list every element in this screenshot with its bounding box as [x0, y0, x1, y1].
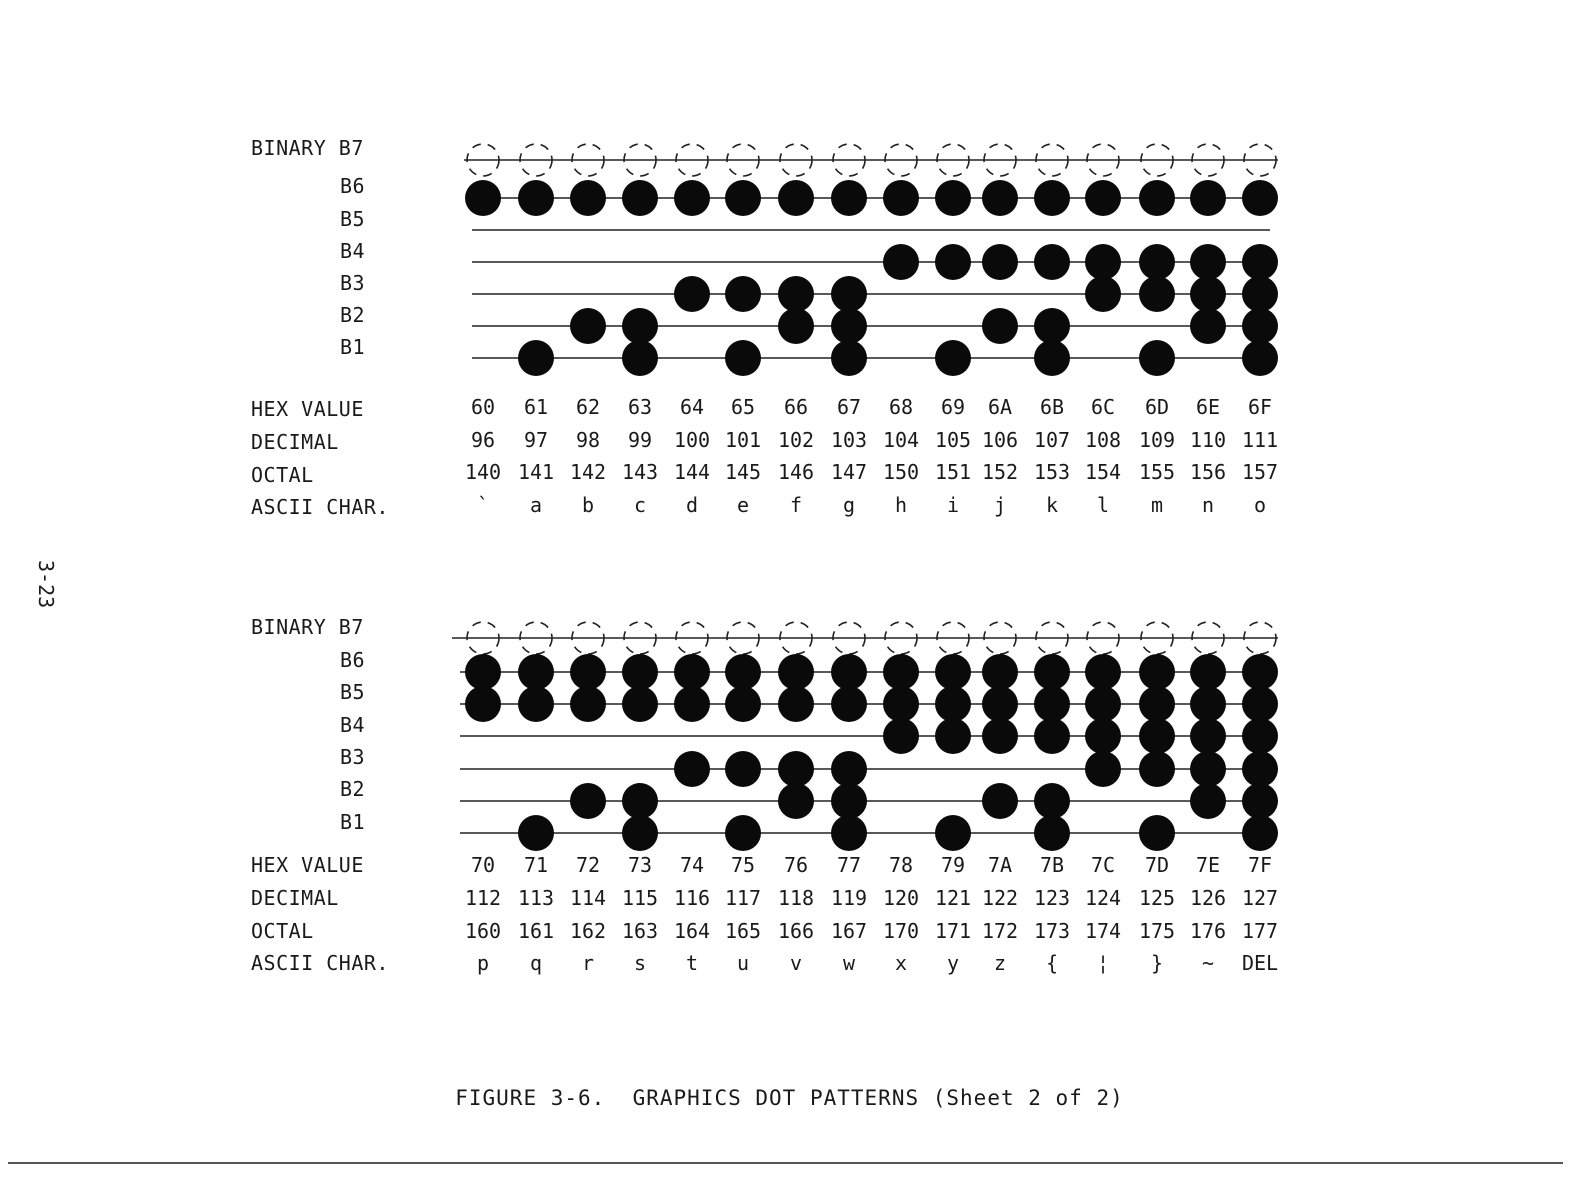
filled-bit-dot [1190, 783, 1226, 819]
octal-cell: 153 [1033, 460, 1071, 484]
octal-cell: 172 [981, 919, 1019, 943]
filled-bit-dot [1190, 244, 1226, 280]
hex-cell: 7D [1144, 853, 1170, 877]
ascii-cell: v [789, 951, 803, 975]
ascii-cell: b [581, 493, 595, 517]
filled-bit-dot [1190, 180, 1226, 216]
filled-bit-dot [982, 654, 1018, 690]
hex-cell: 78 [888, 853, 914, 877]
label-b4-1: B4 [340, 239, 366, 263]
filled-bit-dot [1085, 276, 1121, 312]
octal-cell: 156 [1189, 460, 1227, 484]
decimal-cell: 98 [575, 428, 601, 452]
filled-bit-dot [1139, 718, 1175, 754]
decimal-cell: 126 [1189, 886, 1227, 910]
octal-cell: 165 [724, 919, 762, 943]
ascii-cell: DEL [1241, 951, 1279, 975]
filled-bit-dot [935, 718, 971, 754]
decimal-cell: 100 [673, 428, 711, 452]
filled-bit-dot [622, 340, 658, 376]
hex-cell: 75 [730, 853, 756, 877]
filled-bit-dot [831, 308, 867, 344]
filled-bit-dot [674, 180, 710, 216]
ascii-cell: ¦ [1096, 951, 1110, 975]
filled-bit-dot [725, 180, 761, 216]
filled-bit-dot [1034, 308, 1070, 344]
filled-bit-dot [674, 654, 710, 690]
ascii-cell: } [1150, 951, 1164, 975]
filled-bit-dot [778, 276, 814, 312]
filled-bit-dot [982, 244, 1018, 280]
filled-bit-dot [725, 815, 761, 851]
decimal-cell: 111 [1241, 428, 1279, 452]
ascii-cell: ` [476, 493, 490, 517]
decimal-cell: 115 [621, 886, 659, 910]
decimal-cell: 124 [1084, 886, 1122, 910]
label-b5-2: B5 [340, 680, 366, 704]
label-b2-2: B2 [340, 777, 366, 801]
filled-bit-dot [1085, 244, 1121, 280]
hex-cell: 66 [783, 395, 809, 419]
hex-cell: 74 [679, 853, 705, 877]
octal-cell: 150 [882, 460, 920, 484]
ascii-cell: j [993, 493, 1007, 517]
decimal-cell: 113 [517, 886, 555, 910]
filled-bit-dot [883, 180, 919, 216]
hex-cell: 61 [523, 395, 549, 419]
label-binary-b7-2: BINARY B7 [251, 615, 364, 639]
decimal-cell: 119 [830, 886, 868, 910]
filled-bit-dot [831, 654, 867, 690]
label-b3-1: B3 [340, 271, 366, 295]
decimal-cell: 114 [569, 886, 607, 910]
filled-bit-dot [1139, 276, 1175, 312]
filled-bit-dot [982, 718, 1018, 754]
decimal-cell: 116 [673, 886, 711, 910]
hex-cell: 7A [987, 853, 1013, 877]
octal-cell: 155 [1138, 460, 1176, 484]
filled-bit-dot [1242, 180, 1278, 216]
filled-bit-dot [935, 686, 971, 722]
ascii-cell: k [1045, 493, 1059, 517]
decimal-cell: 105 [934, 428, 972, 452]
filled-bit-dot [982, 308, 1018, 344]
filled-bit-dot [1085, 654, 1121, 690]
filled-bit-dot [1242, 686, 1278, 722]
decimal-cell: 121 [934, 886, 972, 910]
ascii-cell: f [789, 493, 803, 517]
filled-bit-dot [883, 244, 919, 280]
label-hex-2: HEX VALUE [251, 853, 364, 877]
decimal-cell: 110 [1189, 428, 1227, 452]
filled-bit-dot [1085, 751, 1121, 787]
filled-bit-dot [1139, 751, 1175, 787]
hex-cell: 7F [1247, 853, 1273, 877]
decimal-cell: 118 [777, 886, 815, 910]
hex-cell: 62 [575, 395, 601, 419]
ascii-cell: ~ [1201, 951, 1215, 975]
filled-bit-dot [1034, 654, 1070, 690]
ascii-cell: w [842, 951, 856, 975]
filled-bit-dot [1242, 340, 1278, 376]
filled-bit-dot [1242, 751, 1278, 787]
hex-cell: 79 [940, 853, 966, 877]
ascii-cell: s [633, 951, 647, 975]
decimal-cell: 123 [1033, 886, 1071, 910]
hex-cell: 7C [1090, 853, 1116, 877]
filled-bit-dot [1190, 718, 1226, 754]
octal-cell: 173 [1033, 919, 1071, 943]
filled-bit-dot [1190, 751, 1226, 787]
octal-cell: 146 [777, 460, 815, 484]
hex-cell: 6E [1195, 395, 1221, 419]
hex-cell: 6D [1144, 395, 1170, 419]
filled-bit-dot [935, 654, 971, 690]
filled-bit-dot [1242, 654, 1278, 690]
filled-bit-dot [622, 783, 658, 819]
hex-cell: 65 [730, 395, 756, 419]
hex-cell: 7B [1039, 853, 1065, 877]
ascii-cell: a [529, 493, 543, 517]
octal-cell: 171 [934, 919, 972, 943]
hex-cell: 70 [470, 853, 496, 877]
label-b2-1: B2 [340, 303, 366, 327]
hex-cell: 7E [1195, 853, 1221, 877]
filled-bit-dot [725, 751, 761, 787]
figure-caption: FIGURE 3-6. GRAPHICS DOT PATTERNS (Sheet 2 of 2) [455, 1086, 1124, 1110]
octal-cell: 166 [777, 919, 815, 943]
filled-bit-dot [1034, 180, 1070, 216]
label-octal-2: OCTAL [251, 919, 314, 943]
filled-bit-dot [465, 654, 501, 690]
hex-cell: 69 [940, 395, 966, 419]
ascii-cell: x [894, 951, 908, 975]
decimal-cell: 96 [470, 428, 496, 452]
octal-cell: 162 [569, 919, 607, 943]
octal-cell: 152 [981, 460, 1019, 484]
hex-cell: 6A [987, 395, 1013, 419]
octal-cell: 160 [464, 919, 502, 943]
octal-cell: 163 [621, 919, 659, 943]
filled-bit-dot [622, 815, 658, 851]
decimal-cell: 106 [981, 428, 1019, 452]
filled-bit-dot [831, 340, 867, 376]
octal-cell: 151 [934, 460, 972, 484]
decimal-cell: 107 [1033, 428, 1071, 452]
hex-cell: 72 [575, 853, 601, 877]
filled-bit-dot [935, 340, 971, 376]
filled-bit-dot [831, 783, 867, 819]
filled-bit-dot [518, 815, 554, 851]
filled-bit-dot [1139, 340, 1175, 376]
ascii-cell: n [1201, 493, 1215, 517]
filled-bit-dot [935, 244, 971, 280]
filled-bit-dot [883, 718, 919, 754]
filled-bit-dot [1085, 718, 1121, 754]
ascii-cell: i [946, 493, 960, 517]
filled-bit-dot [1139, 686, 1175, 722]
ascii-cell: d [685, 493, 699, 517]
filled-bit-dot [1242, 308, 1278, 344]
filled-bit-dot [570, 654, 606, 690]
octal-cell: 174 [1084, 919, 1122, 943]
decimal-cell: 117 [724, 886, 762, 910]
ascii-cell: u [736, 951, 750, 975]
bottom-rule [8, 1162, 1563, 1164]
filled-bit-dot [1242, 276, 1278, 312]
label-b1-2: B1 [340, 810, 366, 834]
hex-cell: 71 [523, 853, 549, 877]
filled-bit-dot [1034, 686, 1070, 722]
octal-cell: 170 [882, 919, 920, 943]
filled-bit-dot [831, 686, 867, 722]
decimal-cell: 108 [1084, 428, 1122, 452]
octal-cell: 164 [673, 919, 711, 943]
octal-cell: 141 [517, 460, 555, 484]
filled-bit-dot [518, 340, 554, 376]
filled-bit-dot [674, 276, 710, 312]
filled-bit-dot [778, 686, 814, 722]
filled-bit-dot [1190, 654, 1226, 690]
filled-bit-dot [778, 308, 814, 344]
hex-cell: 60 [470, 395, 496, 419]
filled-bit-dot [982, 783, 1018, 819]
octal-cell: 176 [1189, 919, 1227, 943]
label-b6-1: B6 [340, 174, 366, 198]
filled-bit-dot [465, 686, 501, 722]
hex-cell: 63 [627, 395, 653, 419]
filled-bit-dot [570, 180, 606, 216]
filled-bit-dot [778, 783, 814, 819]
ascii-cell: e [736, 493, 750, 517]
octal-cell: 144 [673, 460, 711, 484]
filled-bit-dot [982, 180, 1018, 216]
filled-bit-dot [778, 654, 814, 690]
decimal-cell: 101 [724, 428, 762, 452]
decimal-cell: 104 [882, 428, 920, 452]
filled-bit-dot [518, 654, 554, 690]
filled-bit-dot [982, 686, 1018, 722]
filled-bit-dot [1242, 244, 1278, 280]
hex-cell: 6F [1247, 395, 1273, 419]
filled-bit-dot [778, 751, 814, 787]
octal-cell: 143 [621, 460, 659, 484]
filled-bit-dot [1190, 686, 1226, 722]
octal-cell: 145 [724, 460, 762, 484]
filled-bit-dot [1139, 815, 1175, 851]
octal-cell: 147 [830, 460, 868, 484]
ascii-cell: m [1150, 493, 1164, 517]
octal-cell: 140 [464, 460, 502, 484]
filled-bit-dot [1190, 308, 1226, 344]
filled-bit-dot [725, 276, 761, 312]
filled-bit-dot [778, 180, 814, 216]
filled-bit-dot [1034, 718, 1070, 754]
ascii-cell: c [633, 493, 647, 517]
ascii-cell: g [842, 493, 856, 517]
hex-cell: 6B [1039, 395, 1065, 419]
octal-cell: 175 [1138, 919, 1176, 943]
filled-bit-dot [622, 686, 658, 722]
filled-bit-dot [1242, 815, 1278, 851]
filled-bit-dot [674, 686, 710, 722]
filled-bit-dot [1139, 180, 1175, 216]
filled-bit-dot [883, 686, 919, 722]
filled-bit-dot [1034, 340, 1070, 376]
filled-bit-dot [518, 686, 554, 722]
decimal-cell: 103 [830, 428, 868, 452]
filled-bit-dot [570, 686, 606, 722]
label-decimal-2: DECIMAL [251, 886, 339, 910]
label-b5-1: B5 [340, 207, 366, 231]
hex-cell: 67 [836, 395, 862, 419]
filled-bit-dot [831, 815, 867, 851]
label-b4-2: B4 [340, 713, 366, 737]
decimal-cell: 102 [777, 428, 815, 452]
filled-bit-dot [1034, 244, 1070, 280]
filled-bit-dot [831, 180, 867, 216]
octal-cell: 167 [830, 919, 868, 943]
label-b6-2: B6 [340, 648, 366, 672]
label-binary-b7-1: BINARY B7 [251, 136, 364, 160]
hex-cell: 77 [836, 853, 862, 877]
hex-cell: 73 [627, 853, 653, 877]
filled-bit-dot [570, 783, 606, 819]
decimal-cell: 127 [1241, 886, 1279, 910]
hex-cell: 64 [679, 395, 705, 419]
filled-bit-dot [935, 180, 971, 216]
filled-bit-dot [935, 815, 971, 851]
label-decimal-1: DECIMAL [251, 430, 339, 454]
page-number: 3-23 [34, 560, 58, 609]
filled-bit-dot [831, 751, 867, 787]
ascii-cell: p [476, 951, 490, 975]
decimal-cell: 109 [1138, 428, 1176, 452]
filled-bit-dot [518, 180, 554, 216]
label-octal-1: OCTAL [251, 463, 314, 487]
label-b3-2: B3 [340, 745, 366, 769]
hex-cell: 68 [888, 395, 914, 419]
decimal-cell: 97 [523, 428, 549, 452]
filled-bit-dot [725, 686, 761, 722]
filled-bit-dot [1085, 686, 1121, 722]
decimal-cell: 125 [1138, 886, 1176, 910]
ascii-cell: { [1045, 951, 1059, 975]
ascii-cell: y [946, 951, 960, 975]
decimal-cell: 122 [981, 886, 1019, 910]
filled-bit-dot [831, 276, 867, 312]
filled-bit-dot [622, 654, 658, 690]
filled-bit-dot [622, 308, 658, 344]
filled-bit-dot [674, 751, 710, 787]
filled-bit-dot [570, 308, 606, 344]
filled-bit-dot [465, 180, 501, 216]
octal-cell: 161 [517, 919, 555, 943]
filled-bit-dot [622, 180, 658, 216]
filled-bit-dot [725, 654, 761, 690]
octal-cell: 177 [1241, 919, 1279, 943]
ascii-cell: q [529, 951, 543, 975]
hex-cell: 76 [783, 853, 809, 877]
filled-bit-dot [725, 340, 761, 376]
filled-bit-dot [1139, 244, 1175, 280]
filled-bit-dot [1034, 815, 1070, 851]
filled-bit-dot [1034, 783, 1070, 819]
octal-cell: 157 [1241, 460, 1279, 484]
ascii-cell: r [581, 951, 595, 975]
label-hex-1: HEX VALUE [251, 397, 364, 421]
octal-cell: 154 [1084, 460, 1122, 484]
decimal-cell: 99 [627, 428, 653, 452]
label-ascii-1: ASCII CHAR. [251, 495, 389, 519]
ascii-cell: h [894, 493, 908, 517]
label-ascii-2: ASCII CHAR. [251, 951, 389, 975]
octal-cell: 142 [569, 460, 607, 484]
ascii-cell: l [1096, 493, 1110, 517]
label-b1-1: B1 [340, 335, 366, 359]
ascii-cell: z [993, 951, 1007, 975]
ascii-cell: t [685, 951, 699, 975]
filled-bit-dot [883, 654, 919, 690]
filled-bit-dot [1085, 180, 1121, 216]
filled-bit-dot [1242, 783, 1278, 819]
filled-bit-dot [1242, 718, 1278, 754]
decimal-cell: 112 [464, 886, 502, 910]
filled-bit-dot [1190, 276, 1226, 312]
ascii-cell: o [1253, 493, 1267, 517]
hex-cell: 6C [1090, 395, 1116, 419]
decimal-cell: 120 [882, 886, 920, 910]
filled-bit-dot [1139, 654, 1175, 690]
